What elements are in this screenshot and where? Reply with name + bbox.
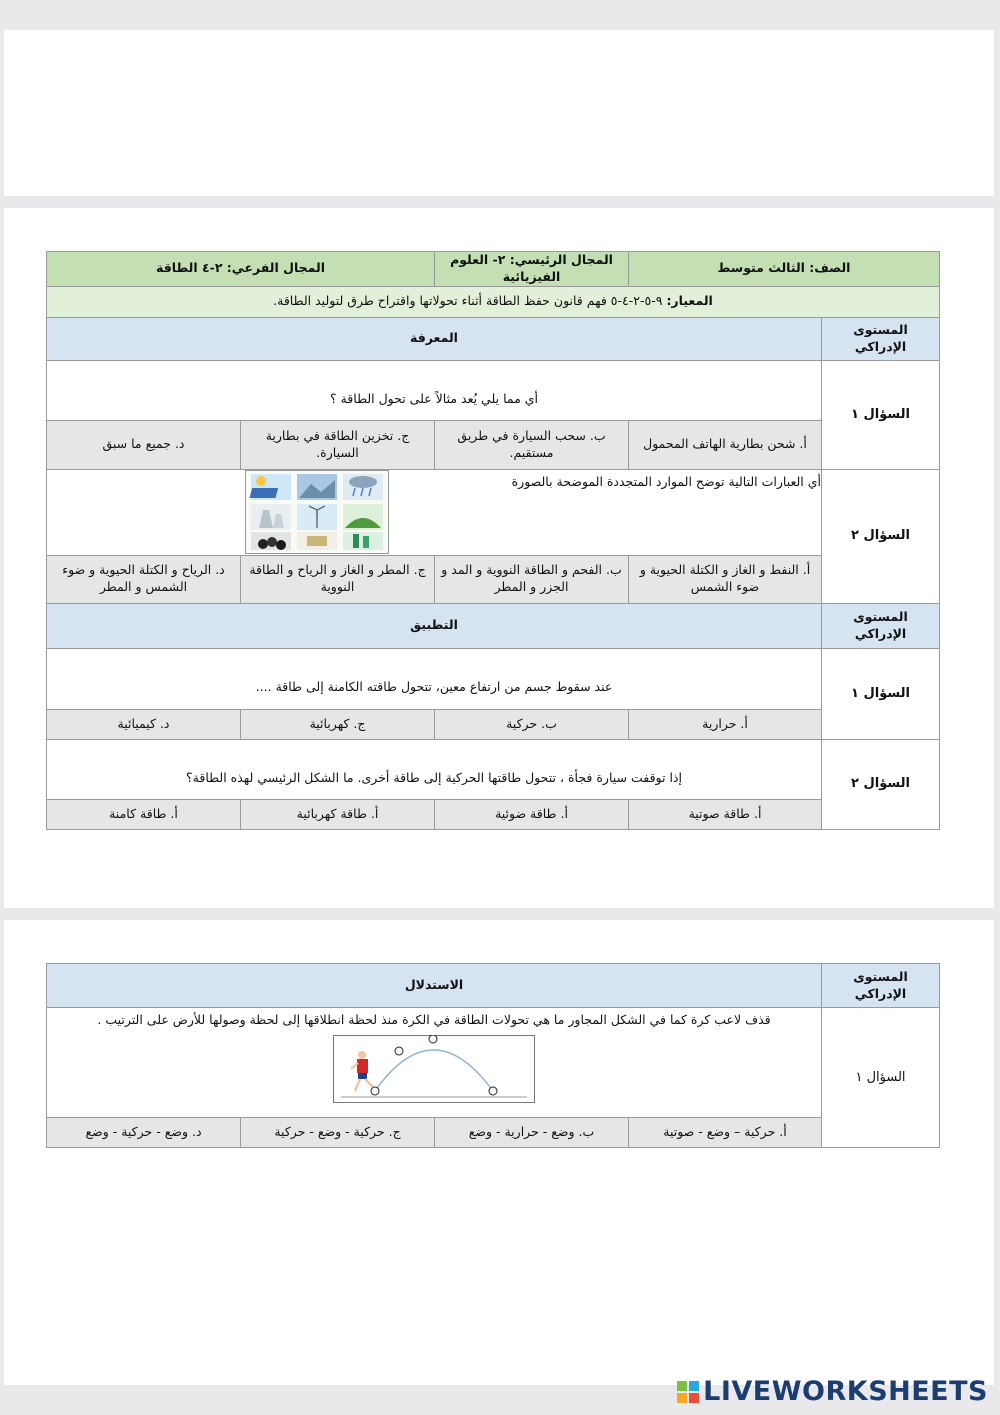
application-q1-label: السؤال ١ xyxy=(822,648,940,739)
standard-text: ٩-٥-٢-٤-٥ فهم قانون حفظ الطاقة أثناء تحولاتها واقتراح طرق لتوليد الطاقة. xyxy=(273,293,663,309)
liveworksheets-logo-text: LIVEWORKSHEETS xyxy=(703,1376,988,1407)
application-q1-option-c[interactable]: ج. كهربائية xyxy=(241,709,435,739)
reasoning-level-label: المستوى الإدراكي xyxy=(822,964,940,1008)
application-level-label: المستوى الإدراكي xyxy=(822,603,940,648)
knowledge-q1-text xyxy=(47,360,822,420)
ball-trajectory-illustration xyxy=(333,1035,535,1103)
main-field-cell: المجال الرئيسي: ٢- العلوم الفيزيائية xyxy=(435,252,629,287)
standard-label: المعيار: xyxy=(666,293,713,309)
standard-cell xyxy=(47,286,940,317)
worksheet-page-2 xyxy=(4,920,994,1385)
knowledge-level-label: المستوى الإدراكي xyxy=(822,317,940,360)
grade-cell: الصف: الثالث متوسط xyxy=(629,252,940,287)
knowledge-q2-option-a[interactable]: أ. النفط و الغاز و الكتلة الحيوية و ضوء الشمس xyxy=(629,555,822,603)
renewable-resources-image xyxy=(245,470,389,559)
application-q2-question: إذا توقفت سيارة فجأة ، تتحول طاقتها الحركية إلى طاقة أخرى. ما الشكل الرئيسي لهذه الطاقة؟ xyxy=(186,769,682,785)
application-q1-option-d[interactable]: د. كيميائية xyxy=(47,709,241,739)
knowledge-q1-option-c[interactable]: ج. تخزين الطاقة في بطارية السيارة. xyxy=(241,420,435,469)
knowledge-q2-label: السؤال ٢ xyxy=(822,469,940,603)
application-q1-option-b[interactable]: ب. حركية xyxy=(435,709,629,739)
application-q2-option-a[interactable]: أ. طاقة صوتية xyxy=(629,799,822,829)
knowledge-section-title: المعرفة xyxy=(47,317,822,360)
reasoning-q1-option-a[interactable]: أ. حركية – وضع - صوتية xyxy=(629,1118,822,1148)
reasoning-q1-question: قذف لاعب كرة كما في الشكل المجاور ما هي تحولات الطاقة في الكرة منذ لحظة انطلاقها إلى لحظة وصولها للأرض على الترتيب . xyxy=(97,1012,771,1027)
knowledge-q2-question: أي العبارات التالية توضح الموارد المتجددة الموضحة بالصورة xyxy=(511,473,822,489)
application-section-title: التطبيق xyxy=(47,603,822,648)
worksheet-page-1 xyxy=(4,208,994,908)
renewable-resources-illustration xyxy=(245,470,389,554)
knowledge-q2-text-cell xyxy=(47,469,822,555)
knowledge-q1-question: أي مما يلي يُعد مثالاً على تحول الطاقة ؟ xyxy=(329,390,539,406)
application-q2-option-b[interactable]: أ. طاقة ضوئية xyxy=(435,799,629,829)
reasoning-section-title: الاستدلال xyxy=(47,964,822,1008)
knowledge-q1-option-d[interactable]: د. جميع ما سبق xyxy=(47,420,241,469)
liveworksheets-logo xyxy=(677,1376,988,1407)
application-q2-option-c[interactable]: أ. طاقة كهربائية xyxy=(241,799,435,829)
reasoning-table xyxy=(46,963,940,1148)
application-q1-text xyxy=(47,648,822,709)
application-q2-text xyxy=(47,739,822,799)
application-q2-label: السؤال ٢ xyxy=(822,739,940,829)
reasoning-q1-option-b[interactable]: ب. وضع - حرارية - وضع xyxy=(435,1118,629,1148)
liveworksheets-logo-icon xyxy=(677,1381,699,1403)
knowledge-q1-option-b[interactable]: ب. سحب السيارة في طريق مستقيم. xyxy=(435,420,629,469)
knowledge-q2-option-b[interactable]: ب. الفحم و الطاقة النووية و المد و الجزر و المطر xyxy=(435,555,629,603)
knowledge-q1-label: السؤال ١ xyxy=(822,360,940,469)
application-q1-question: عند سقوط جسم من ارتفاع معين، تتحول طاقته الكامنة إلى طاقة .... xyxy=(255,679,613,695)
application-q1-option-a[interactable]: أ. حرارية xyxy=(629,709,822,739)
knowledge-q2-option-d[interactable]: د. الرياح و الكتلة الحيوية و ضوء الشمس و المطر xyxy=(47,555,241,603)
application-q2-option-d[interactable]: أ. طاقة كامنة xyxy=(47,799,241,829)
blank-page-top xyxy=(4,30,994,196)
knowledge-q1-option-a[interactable]: أ. شحن بطارية الهاتف المحمول xyxy=(629,420,822,469)
reasoning-q1-option-d[interactable]: د. وضع - حركية - وضع xyxy=(47,1118,241,1148)
reasoning-q1-text-cell xyxy=(47,1008,822,1118)
knowledge-q2-option-c[interactable]: ج. المطر و الغاز و الرياح و الطاقة النووية xyxy=(241,555,435,603)
reasoning-q1-label: السؤال ١ xyxy=(822,1008,940,1148)
player-head xyxy=(358,1051,366,1059)
criteria-table xyxy=(46,251,940,830)
reasoning-q1-option-c[interactable]: ج. حركية - وضع - حركية xyxy=(241,1118,435,1148)
sub-field-cell: المجال الفرعي: ٢-٤ الطاقة xyxy=(47,252,435,287)
